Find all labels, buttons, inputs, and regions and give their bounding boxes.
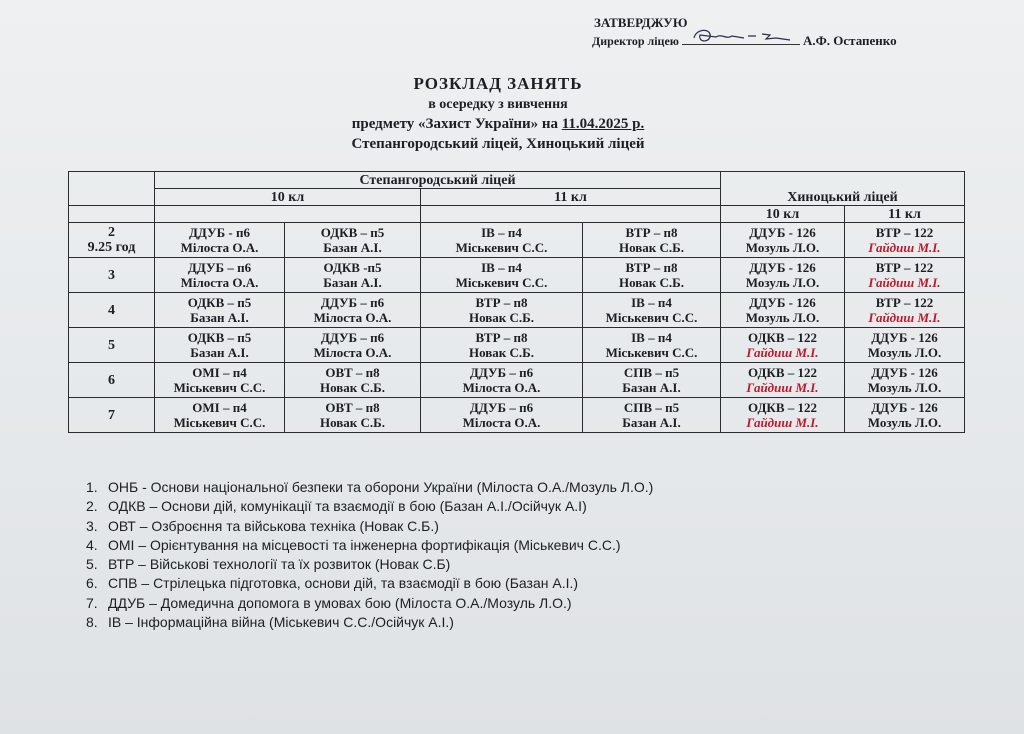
teacher-name: Мілоста О.А. xyxy=(180,275,259,290)
lesson-cell xyxy=(285,328,421,363)
lesson-cell xyxy=(845,223,965,258)
lesson-cell xyxy=(583,398,721,433)
subject-room: ДДУБ - п6 xyxy=(188,225,250,240)
table-row xyxy=(69,328,965,363)
legend-text: ОМІ – Орієнтування на місцевості та інженерна фортифікація (Міськевич С.С.) xyxy=(108,536,621,553)
teacher-name: Гайдиш М.І. xyxy=(746,415,819,430)
teacher-name: Гайдиш М.І. xyxy=(868,310,941,325)
lesson-cell xyxy=(721,328,845,363)
legend-list xyxy=(86,478,653,632)
subject-room: ІВ – п4 xyxy=(481,225,522,240)
period-number: 6 xyxy=(108,372,115,388)
subject-room: ДДУБ - 126 xyxy=(871,330,938,345)
lesson-cell xyxy=(721,398,845,433)
lesson-cell xyxy=(721,363,845,398)
lesson-cell xyxy=(583,363,721,398)
subject-room: ДДУБ – п6 xyxy=(469,400,534,415)
table-row xyxy=(69,398,965,433)
subject-room: ОВТ – п8 xyxy=(325,400,380,415)
teacher-name: Мозуль Л.О. xyxy=(745,240,820,255)
table-row xyxy=(69,223,965,258)
legend-number: 6. xyxy=(86,575,98,592)
subject-room: ВТР – 122 xyxy=(875,260,934,275)
legend-item xyxy=(86,555,653,574)
period-time: 9.25 год xyxy=(87,240,136,255)
lesson-cell xyxy=(583,258,721,293)
legend-text: ОНБ - Основи національної безпеки та оборони України (Мілоста О.А./Мозуль Л.О.) xyxy=(108,479,654,495)
teacher-name: Мілоста О.А. xyxy=(313,310,392,325)
subject-room: ДДУБ - 126 xyxy=(749,225,816,240)
table-row xyxy=(69,363,965,398)
legend-number: 7. xyxy=(86,594,98,611)
lesson-cell xyxy=(155,328,285,363)
period-cell xyxy=(69,363,155,398)
school1-header: Степангородський ліцей xyxy=(155,172,721,189)
teacher-name: Гайдиш М.І. xyxy=(868,240,941,255)
lesson-cell xyxy=(421,363,583,398)
lesson-cell xyxy=(421,223,583,258)
subject-room: ОВТ – п8 xyxy=(325,365,380,380)
schedule-table xyxy=(68,171,965,433)
teacher-name: Мілоста О.А. xyxy=(180,240,259,255)
subject-room: ВТР – п8 xyxy=(475,330,528,345)
subject-room: ДДУБ – п6 xyxy=(320,295,385,310)
lesson-cell xyxy=(285,223,421,258)
lesson-cell xyxy=(721,258,845,293)
legend-item xyxy=(86,478,653,497)
teacher-name: Мілоста О.А. xyxy=(462,415,541,430)
teacher-name: Новак С.Б. xyxy=(468,345,535,360)
teacher-name: Базан А.І. xyxy=(622,380,681,395)
subject-room: ОДКВ – 122 xyxy=(747,400,817,415)
lesson-cell xyxy=(421,398,583,433)
subject-room: ІВ – п4 xyxy=(631,295,672,310)
teacher-name: Гайдиш М.І. xyxy=(746,345,819,360)
schedule-date: 11.04.2025 р. xyxy=(561,116,645,132)
subject-room: СПВ – п5 xyxy=(623,400,680,415)
teacher-name: Базан А.І. xyxy=(323,275,382,290)
empty-cell xyxy=(69,206,155,223)
subject-room: ДДУБ - 126 xyxy=(871,365,938,380)
lesson-cell xyxy=(845,398,965,433)
teacher-name: Новак С.Б. xyxy=(319,380,386,395)
teacher-name: Базан А.І. xyxy=(622,415,681,430)
teacher-name: Міськевич С.С. xyxy=(605,345,698,360)
subject-room: ОДКВ – п5 xyxy=(320,225,385,240)
lesson-cell xyxy=(285,293,421,328)
teacher-name: Базан А.І. xyxy=(190,345,249,360)
subject-room: ОДКВ – 122 xyxy=(747,365,817,380)
grade11-header-s2: 11 кл xyxy=(845,206,965,223)
teacher-name: Міськевич С.С. xyxy=(605,310,698,325)
period-cell xyxy=(69,258,155,293)
lesson-cell xyxy=(845,328,965,363)
subject-room: ДДУБ – п6 xyxy=(187,260,252,275)
lesson-cell xyxy=(285,398,421,433)
lesson-cell xyxy=(155,293,285,328)
period-number: 3 xyxy=(108,267,115,283)
teacher-name: Базан А.І. xyxy=(323,240,382,255)
approval-position: Директор ліцею xyxy=(592,34,679,48)
legend-text: ОВТ – Озброєння та військова техніка (Новак С.Б.) xyxy=(108,517,439,534)
subject-room: ОМІ – п4 xyxy=(192,400,247,415)
period-number: 7 xyxy=(108,407,115,423)
subject-room: ОДКВ – п5 xyxy=(187,295,252,310)
subject-room: ОМІ – п4 xyxy=(192,365,247,380)
legend-item xyxy=(86,594,653,613)
subject-room: ДДУБ – п6 xyxy=(320,330,385,345)
legend-item xyxy=(86,574,653,593)
legend-text: ДДУБ – Домедична допомога в умовах бою (Мілоста О.А./Мозуль Л.О.) xyxy=(108,594,572,611)
subject-room: ВТР – 122 xyxy=(875,225,934,240)
teacher-name: Мозуль Л.О. xyxy=(867,345,942,360)
legend-text: ВТР – Військові технології та їх розвиток (Новак С.Б) xyxy=(108,556,451,573)
teacher-name: Мозуль Л.О. xyxy=(745,310,820,325)
lesson-cell xyxy=(155,223,285,258)
legend-number: 2. xyxy=(86,498,98,515)
legend-item xyxy=(86,497,653,516)
teacher-name: Новак С.Б. xyxy=(618,240,685,255)
legend-number: 1. xyxy=(86,479,98,495)
lesson-cell xyxy=(421,258,583,293)
teacher-name: Новак С.Б. xyxy=(618,275,685,290)
legend-item xyxy=(86,613,653,632)
legend-text: СПВ – Стрілецька підготовка, основи дій, та взаємодії в бою (Базан А.І.) xyxy=(108,575,579,592)
signature-line xyxy=(682,32,800,45)
legend-text: ІВ – Інформаційна війна (Міськевич С.С./Осійчук А.І.) xyxy=(108,614,454,631)
empty-cell xyxy=(155,206,421,223)
subject-room: ОДКВ – п5 xyxy=(187,330,252,345)
legend-number: 3. xyxy=(86,517,98,534)
subject-room: ОДКВ – 122 xyxy=(747,330,817,345)
teacher-name: Міськевич С.С. xyxy=(455,275,548,290)
teacher-name: Міськевич С.С. xyxy=(173,380,266,395)
signature-icon xyxy=(686,24,794,46)
legend-number: 8. xyxy=(86,614,98,631)
lesson-cell xyxy=(583,293,721,328)
legend-number: 4. xyxy=(86,536,98,553)
lesson-cell xyxy=(421,328,583,363)
teacher-name: Міськевич С.С. xyxy=(173,415,266,430)
teacher-name: Гайдиш М.І. xyxy=(746,380,819,395)
legend-text: ОДКВ – Основи дій, комунікації та взаємодії в бою (Базан А.І./Осійчук А.І) xyxy=(108,498,587,515)
lesson-cell xyxy=(583,328,721,363)
period-number: 2 xyxy=(108,225,115,240)
teacher-name: Мілоста О.А. xyxy=(462,380,541,395)
empty-cell xyxy=(421,206,721,223)
school2-header: Хиноцький ліцей xyxy=(721,172,965,206)
period-number: 5 xyxy=(108,337,115,353)
lesson-cell xyxy=(583,223,721,258)
subject-room: ДДУБ - 126 xyxy=(749,260,816,275)
subject-prefix: предмету «Захист України» на xyxy=(351,116,558,132)
subject-room: ДДУБ - 126 xyxy=(749,295,816,310)
subject-room: ДДУБ - 126 xyxy=(871,400,938,415)
lesson-cell xyxy=(285,363,421,398)
corner-cell xyxy=(69,172,155,206)
lesson-cell xyxy=(421,293,583,328)
lesson-cell xyxy=(155,363,285,398)
subject-room: ВТР – п8 xyxy=(625,225,678,240)
table-row xyxy=(69,293,965,328)
doc-subtitle: в осередку з вивчення xyxy=(428,97,568,112)
teacher-name: Новак С.Б. xyxy=(319,415,386,430)
subject-room: ВТР – п8 xyxy=(625,260,678,275)
period-cell xyxy=(69,223,155,258)
subject-room: ОДКВ -п5 xyxy=(323,260,382,275)
teacher-name: Гайдиш М.І. xyxy=(868,275,941,290)
grade11-header-s1: 11 кл xyxy=(421,189,721,206)
lesson-cell xyxy=(845,293,965,328)
period-cell xyxy=(69,328,155,363)
teacher-name: Мілоста О.А. xyxy=(313,345,392,360)
doc-subject-line xyxy=(0,116,1010,133)
subject-room: ІВ – п4 xyxy=(481,260,522,275)
lesson-cell xyxy=(721,293,845,328)
approval-block xyxy=(592,14,897,50)
doc-title: РОЗКЛАД ЗАНЯТЬ xyxy=(413,74,583,93)
legend-item xyxy=(86,536,653,555)
grade10-header-s1: 10 кл xyxy=(155,189,421,206)
legend-number: 5. xyxy=(86,556,98,573)
schools-line: Степангородський ліцей, Хиноцький ліцей xyxy=(351,136,645,152)
lesson-cell xyxy=(155,398,285,433)
lesson-cell xyxy=(845,363,965,398)
grade10-header-s2: 10 кл xyxy=(721,206,845,223)
lesson-cell xyxy=(285,258,421,293)
subject-room: ВТР – 122 xyxy=(875,295,934,310)
teacher-name: Мозуль Л.О. xyxy=(867,380,942,395)
subject-room: ВТР – п8 xyxy=(475,295,528,310)
period-cell xyxy=(69,398,155,433)
lesson-cell xyxy=(721,223,845,258)
table-row xyxy=(69,258,965,293)
lesson-cell xyxy=(155,258,285,293)
director-name: А.Ф. Остапенко xyxy=(802,33,897,48)
period-cell xyxy=(69,293,155,328)
teacher-name: Міськевич С.С. xyxy=(455,240,548,255)
period-number: 4 xyxy=(108,302,115,318)
teacher-name: Мозуль Л.О. xyxy=(745,275,820,290)
subject-room: ІВ – п4 xyxy=(631,330,672,345)
lesson-cell xyxy=(845,258,965,293)
subject-room: ДДУБ – п6 xyxy=(469,365,534,380)
teacher-name: Новак С.Б. xyxy=(468,310,535,325)
teacher-name: Мозуль Л.О. xyxy=(867,415,942,430)
legend-item xyxy=(86,517,653,536)
approval-heading: ЗАТВЕРДЖУЮ xyxy=(594,15,688,30)
teacher-name: Базан А.І. xyxy=(190,310,249,325)
subject-room: СПВ – п5 xyxy=(623,365,680,380)
